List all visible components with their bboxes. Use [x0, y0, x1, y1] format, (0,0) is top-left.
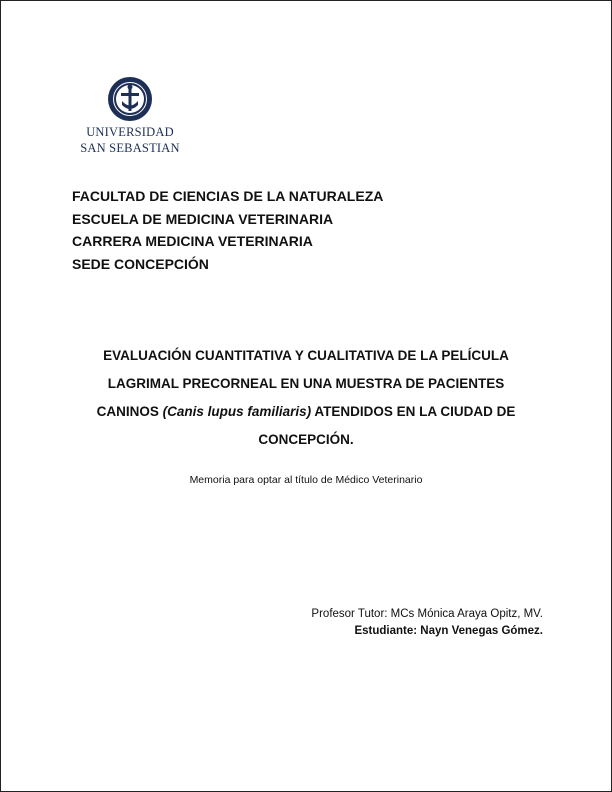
species-name: (Canis lupus familiaris) [162, 404, 312, 419]
school-line: ESCUELA DE MEDICINA VETERINARIA [72, 210, 334, 227]
credits-block [311, 606, 543, 640]
career-line: CARRERA MEDICINA VETERINARIA [72, 233, 313, 250]
title-line-3-end: ATENDIDOS EN LA CIUDAD DE [311, 404, 516, 419]
title-line-3 [56, 398, 556, 426]
title-line-4: CONCEPCIÓN. [258, 432, 354, 447]
faculty-line: FACULTAD DE CIENCIAS DE LA NATURALEZA [72, 188, 384, 204]
faculty-block [72, 185, 383, 275]
campus-line: SEDE CONCEPCIÓN [72, 255, 209, 272]
university-logo [0, 76, 260, 154]
student-line: Estudiante: Nayn Venegas Gómez. [354, 625, 543, 637]
title-line-3-start: CANINOS [96, 404, 163, 419]
university-seal-icon [107, 76, 153, 122]
thesis-title [56, 342, 556, 454]
university-name-line1: UNIVERSIDAD [86, 125, 174, 139]
university-name-line2: SAN SEBASTIAN [80, 141, 180, 155]
degree-subtitle: Memoria para optar al título de Médico Veterinario [189, 474, 423, 486]
title-line-1: EVALUACIÓN CUANTITATIVA Y CUALITATIVA DE LA PELÍCULA [103, 348, 509, 363]
title-line-2: LAGRIMAL PRECORNEAL EN UNA MUESTRA DE PACIENTES [107, 376, 505, 391]
tutor-line: Profesor Tutor: MCs Mónica Araya Opitz, MV. [311, 608, 543, 620]
